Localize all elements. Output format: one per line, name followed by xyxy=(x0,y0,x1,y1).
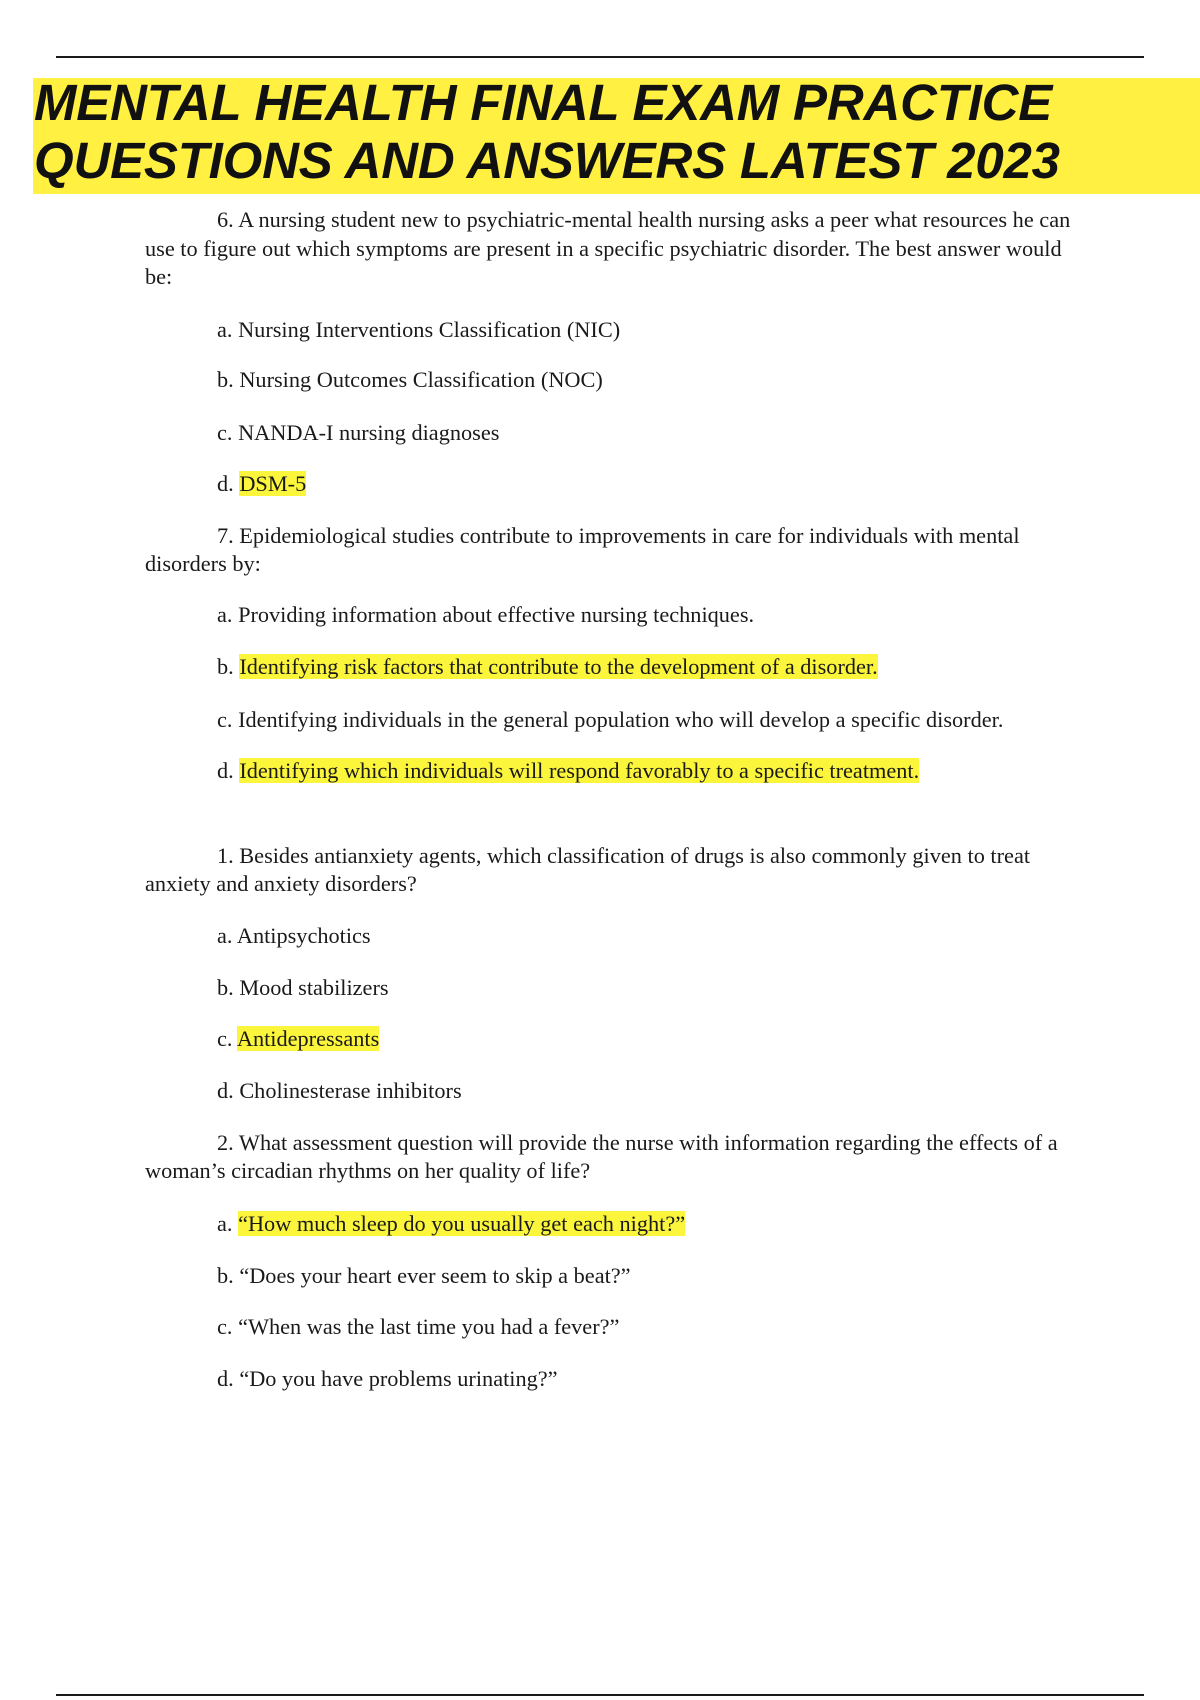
q2-option-c: c. “When was the last time you had a fever?” xyxy=(217,1313,620,1339)
title-line-2: QUESTIONS AND ANSWERS LATEST 2023 xyxy=(34,132,1060,189)
answer-highlight: “How much sleep do you usually get each night?” xyxy=(238,1210,686,1236)
q1-option-b: b. Mood stabilizers xyxy=(217,975,389,1000)
q2-option-d: d. “Do you have problems urinating?” xyxy=(217,1366,558,1391)
q1-option-a: a. Antipsychotics xyxy=(217,922,371,948)
q6-option-d: d. DSM-5 xyxy=(217,471,307,496)
q7-option-a: a. Providing information about effective nursing techniques. xyxy=(217,601,755,627)
page-title xyxy=(34,74,1184,190)
bottom-rule xyxy=(56,1694,1144,1696)
q2-option-a: a. “How much sleep do you usually get each night?” xyxy=(217,1210,686,1236)
top-rule xyxy=(56,56,1144,58)
q6-option-a: a. Nursing Interventions Classification (NIC) xyxy=(217,316,621,342)
q7-option-c: c. Identifying individuals in the general population who will develop a specific disorder. xyxy=(217,706,1004,732)
question-7: 7. Epidemiological studies contribute to improvements in care for individuals with mental disorders by: xyxy=(145,522,1020,576)
document-body xyxy=(145,206,1090,1394)
q7-option-b: b. Identifying risk factors that contribute to the development of a disorder. xyxy=(217,654,878,679)
q1-option-d: d. Cholinesterase inhibitors xyxy=(217,1078,462,1103)
question-2: 2. What assessment question will provide the nurse with information regarding the effects of a woman’s circadian rhythms on her quality of life? xyxy=(145,1129,1058,1183)
q2-option-b: b. “Does your heart ever seem to skip a beat?” xyxy=(217,1263,631,1288)
question-6: 6. A nursing student new to psychiatric-mental health nursing asks a peer what resources he can use to figure out which symptoms are present in a specific psychiatric disorder. The best answer would be: xyxy=(145,207,1071,289)
q1-option-c: c. Antidepressants xyxy=(217,1025,380,1051)
q6-option-b: b. Nursing Outcomes Classification (NOC) xyxy=(217,367,603,392)
answer-highlight: Identifying risk factors that contribute to the development of a disorder. xyxy=(239,654,878,679)
q6-option-c: c. NANDA-I nursing diagnoses xyxy=(217,419,500,445)
answer-highlight: Identifying which individuals will respond favorably to a specific treatment. xyxy=(239,758,920,783)
answer-highlight: DSM-5 xyxy=(239,471,307,496)
title-line-1: MENTAL HEALTH FINAL EXAM PRACTICE xyxy=(34,74,1053,131)
answer-highlight: Antidepressants xyxy=(236,1025,380,1051)
q7-option-d: d. Identifying which individuals will respond favorably to a specific treatment. xyxy=(217,758,920,783)
question-1: 1. Besides antianxiety agents, which classification of drugs is also commonly given to treat anxiety and anxiety disorders? xyxy=(145,842,1031,896)
